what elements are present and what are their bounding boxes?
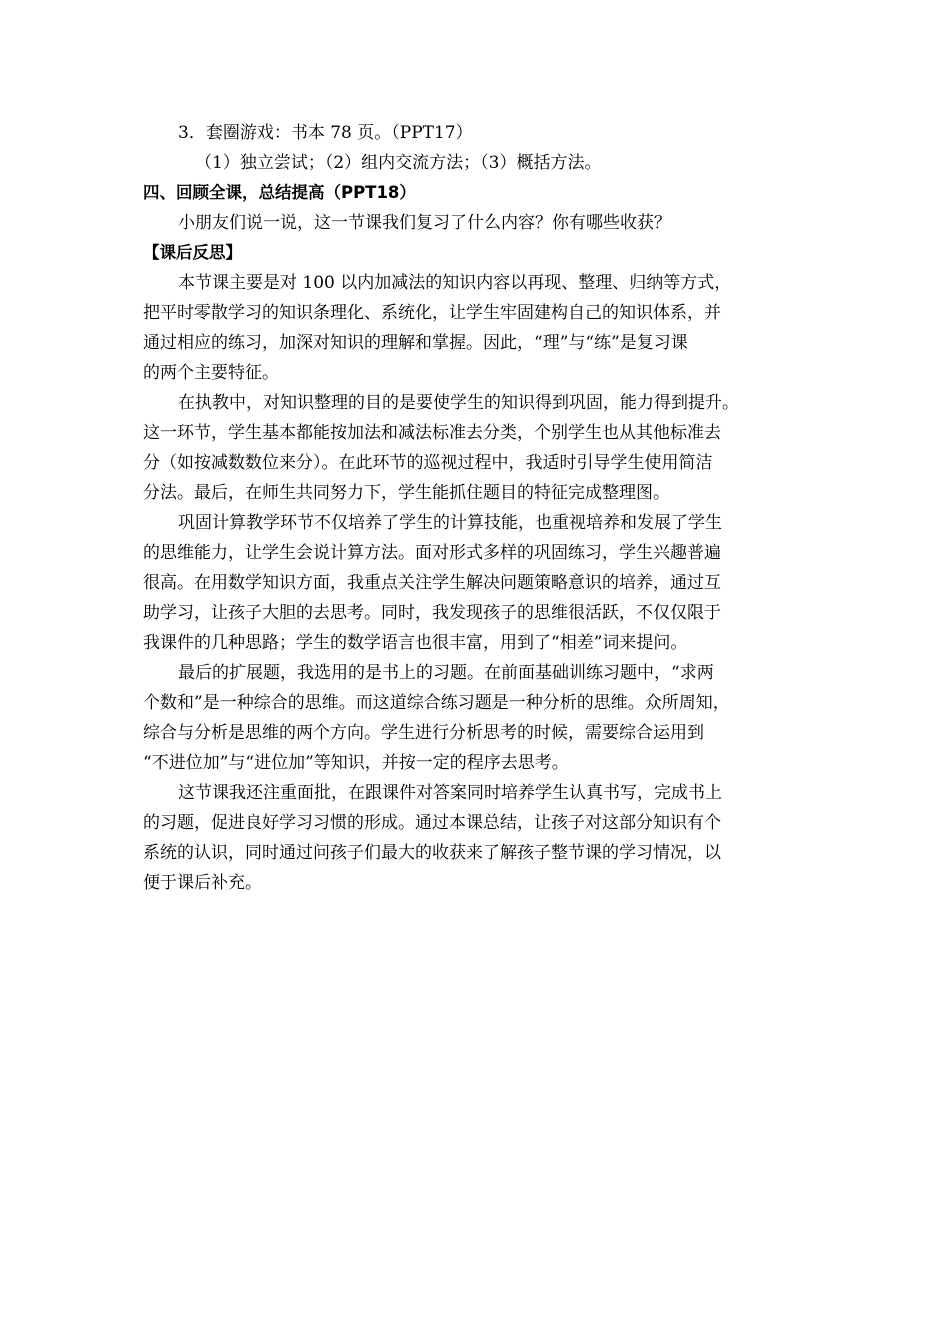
paragraph-line: 很高。在用数学知识方面，我重点关注学生解决问题策略意识的培养，通过互 <box>143 573 721 593</box>
paragraph-line: 在执教中，对知识整理的目的是要使学生的知识得到巩固，能力得到提升。 <box>178 393 739 413</box>
item-3-line: 3．套圈游戏：书本 78 页。（PPT17） <box>178 123 473 143</box>
item-3-steps: （1）独立尝试；（2）组内交流方法；（3）概括方法。 <box>195 153 602 173</box>
document-body <box>143 118 809 898</box>
reflection-paragraph-4 <box>143 658 809 778</box>
paragraph-line: 这一环节，学生基本都能按加法和减法标准去分类，个别学生也从其他标准去 <box>143 423 721 443</box>
reflection-paragraph-5 <box>143 778 809 898</box>
paragraph-line: 通过相应的练习，加深对知识的理解和掌握。因此，“理”与“练”是复习课 <box>143 333 688 353</box>
section-4-heading: 四、回顾全课，总结提高（PPT18） <box>143 183 416 202</box>
paragraph-line: 综合与分析是思维的两个方向。学生进行分析思考的时候，需要综合运用到 <box>143 723 704 743</box>
reflection-paragraph-1 <box>143 268 809 388</box>
paragraph-line: 的习题，促进良好学习习惯的形成。通过本课总结，让孩子对这部分知识有个 <box>143 813 721 833</box>
paragraph-line: 把平时零散学习的知识条理化、系统化，让学生牢固建构自己的知识体系，并 <box>143 303 721 323</box>
reflection-paragraph-3 <box>143 508 809 658</box>
paragraph-line: 这节课我还注重面批，在跟课件对答案同时培养学生认真书写，完成书上 <box>178 783 722 803</box>
paragraph-line: 最后的扩展题，我选用的是书上的习题。在前面基础训练习题中，“求两 <box>178 663 714 683</box>
paragraph-line: 个数和”是一种综合的思维。而这道综合练习题是一种分析的思维。众所周知， <box>143 693 730 713</box>
paragraph-line: 分法。最后，在师生共同努力下，学生能抓住题目的特征完成整理图。 <box>143 483 670 503</box>
section-4-text: 小朋友们说一说，这一节课我们复习了什么内容？你有哪些收获？ <box>178 213 671 233</box>
paragraph-line: 便于课后补充。 <box>143 873 262 893</box>
reflection-heading: 【课后反思】 <box>143 243 242 262</box>
paragraph-line: 本节课主要是对 100 以内加减法的知识内容以再现、整理、归纳等方式， <box>178 273 732 293</box>
paragraph-line: “不进位加”与“进位加”等知识，并按一定的程序去思考。 <box>143 753 569 773</box>
paragraph-line: 巩固计算教学环节不仅培养了学生的计算技能，也重视培养和发展了学生 <box>178 513 722 533</box>
paragraph-line: 分（如按减数数位来分）。在此环节的巡视过程中，我适时引导学生使用简洁 <box>143 453 713 473</box>
paragraph-line: 系统的认识，同时通过问孩子们最大的收获来了解孩子整节课的学习情况，以 <box>143 843 721 863</box>
paragraph-line: 的两个主要特征。 <box>143 363 279 383</box>
reflection-paragraph-2 <box>143 388 809 508</box>
paragraph-line: 我课件的几种思路；学生的数学语言也很丰富，用到了“相差”词来提问。 <box>143 633 688 653</box>
paragraph-line: 的思维能力，让学生会说计算方法。面对形式多样的巩固练习，学生兴趣普遍 <box>143 543 721 563</box>
paragraph-line: 助学习，让孩子大胆的去思考。同时，我发现孩子的思维很活跃，不仅仅限于 <box>143 603 721 623</box>
